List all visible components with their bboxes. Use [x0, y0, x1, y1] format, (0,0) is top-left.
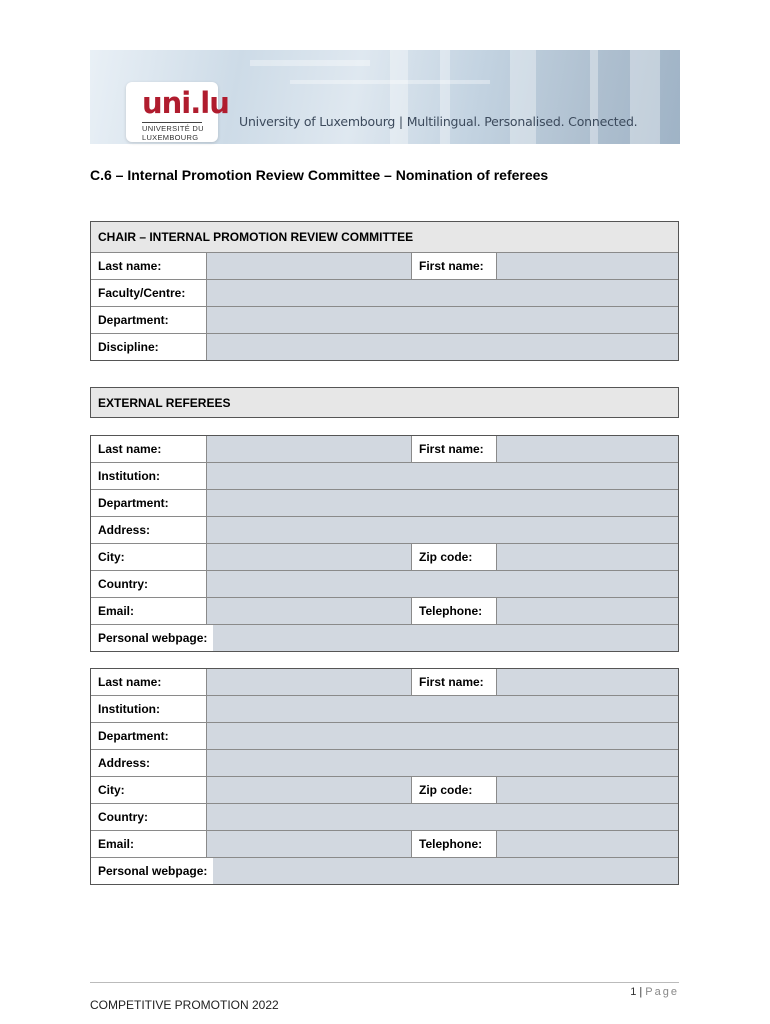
referee-2-address-field[interactable] [207, 750, 678, 776]
logo-rule [142, 122, 202, 123]
referee-2-first-name-label: First name: [412, 669, 497, 695]
referee-1-country-field[interactable] [207, 571, 678, 597]
referee-1-last-name-field[interactable] [207, 436, 412, 462]
chair-discipline-field[interactable] [207, 334, 678, 360]
chair-section-header: CHAIR – INTERNAL PROMOTION REVIEW COMMITTEE [91, 222, 678, 252]
chair-discipline-label: Discipline: [91, 334, 207, 360]
referee-1-webpage-field[interactable] [213, 625, 678, 651]
referee-2-department-row [91, 722, 678, 749]
logo-sub-line-1: UNIVERSITÉ DU [142, 124, 204, 133]
referee-1-last-name-label: Last name: [91, 436, 207, 462]
referee-1-country-row [91, 570, 678, 597]
referee-2-city-label: City: [91, 777, 207, 803]
referee-1-block [90, 435, 679, 652]
referee-1-address-field[interactable] [207, 517, 678, 543]
referee-2-department-field[interactable] [207, 723, 678, 749]
chair-department-label: Department: [91, 307, 207, 333]
chair-faculty-field[interactable] [207, 280, 678, 306]
chair-discipline-row [91, 333, 678, 360]
banner-tagline: University of Luxembourg | Multilingual. Personalised. Connected. [239, 114, 638, 129]
referee-2-block [90, 668, 679, 885]
referee-2-address-row [91, 749, 678, 776]
external-referees-section [90, 387, 679, 418]
referee-1-telephone-label: Telephone: [412, 598, 497, 624]
chair-department-row [91, 306, 678, 333]
referee-2-name-row [91, 669, 678, 695]
referee-2-zip-label: Zip code: [412, 777, 497, 803]
page-number-separator: | [636, 986, 646, 998]
referee-2-telephone-field[interactable] [497, 831, 678, 857]
chair-first-name-label: First name: [412, 253, 497, 279]
referee-1-name-row [91, 436, 678, 462]
page-title: C.6 – Internal Promotion Review Committee – Nomination of referees [90, 167, 549, 183]
chair-faculty-row [91, 279, 678, 306]
logo-subtitle [142, 124, 204, 142]
referee-2-last-name-field[interactable] [207, 669, 412, 695]
footer-text: COMPETITIVE PROMOTION 2022 [90, 998, 279, 1012]
referee-1-address-label: Address: [91, 517, 207, 543]
page-number-value: 1 [630, 986, 637, 998]
external-referees-header: EXTERNAL REFEREES [91, 388, 678, 417]
referee-1-department-label: Department: [91, 490, 207, 516]
referee-2-email-row [91, 830, 678, 857]
logo-mark: uni.lu [142, 86, 229, 120]
referee-2-city-field[interactable] [207, 777, 412, 803]
referee-2-department-label: Department: [91, 723, 207, 749]
referee-1-email-label: Email: [91, 598, 207, 624]
chair-last-name-label: Last name: [91, 253, 207, 279]
page-number [630, 986, 679, 998]
chair-last-name-field[interactable] [207, 253, 412, 279]
referee-1-city-label: City: [91, 544, 207, 570]
referee-1-telephone-field[interactable] [497, 598, 678, 624]
page-word: Page [645, 986, 679, 998]
referee-2-country-row [91, 803, 678, 830]
referee-1-city-field[interactable] [207, 544, 412, 570]
referee-1-email-field[interactable] [207, 598, 412, 624]
referee-1-first-name-field[interactable] [497, 436, 678, 462]
referee-2-country-label: Country: [91, 804, 207, 830]
referee-1-city-row [91, 543, 678, 570]
referee-2-telephone-label: Telephone: [412, 831, 497, 857]
referee-1-country-label: Country: [91, 571, 207, 597]
referee-1-institution-row [91, 462, 678, 489]
referee-2-webpage-field[interactable] [213, 858, 678, 884]
referee-1-address-row [91, 516, 678, 543]
referee-2-zip-field[interactable] [497, 777, 678, 803]
referee-2-first-name-field[interactable] [497, 669, 678, 695]
referee-1-email-row [91, 597, 678, 624]
referee-2-email-field[interactable] [207, 831, 412, 857]
referee-1-webpage-label: Personal webpage: [98, 631, 208, 645]
referee-2-institution-field[interactable] [207, 696, 678, 722]
referee-2-address-label: Address: [91, 750, 207, 776]
referee-2-email-label: Email: [91, 831, 207, 857]
chair-name-row [91, 252, 678, 279]
referee-2-institution-row [91, 695, 678, 722]
referee-1-webpage-row [91, 624, 678, 651]
chair-faculty-label: Faculty/Centre: [91, 280, 207, 306]
referee-2-webpage-row [91, 857, 678, 884]
referee-1-zip-label: Zip code: [412, 544, 497, 570]
referee-2-institution-label: Institution: [91, 696, 207, 722]
chair-first-name-field[interactable] [497, 253, 678, 279]
referee-1-institution-label: Institution: [91, 463, 207, 489]
referee-1-department-row [91, 489, 678, 516]
referee-2-city-row [91, 776, 678, 803]
referee-2-last-name-label: Last name: [91, 669, 207, 695]
chair-section [90, 221, 679, 361]
referee-1-department-field[interactable] [207, 490, 678, 516]
referee-1-first-name-label: First name: [412, 436, 497, 462]
footer-divider [90, 982, 679, 983]
referee-1-zip-field[interactable] [497, 544, 678, 570]
referee-1-institution-field[interactable] [207, 463, 678, 489]
chair-department-field[interactable] [207, 307, 678, 333]
university-logo [126, 82, 229, 142]
logo-sub-line-2: LUXEMBOURG [142, 133, 199, 142]
referee-2-webpage-label: Personal webpage: [98, 864, 208, 878]
referee-2-country-field[interactable] [207, 804, 678, 830]
